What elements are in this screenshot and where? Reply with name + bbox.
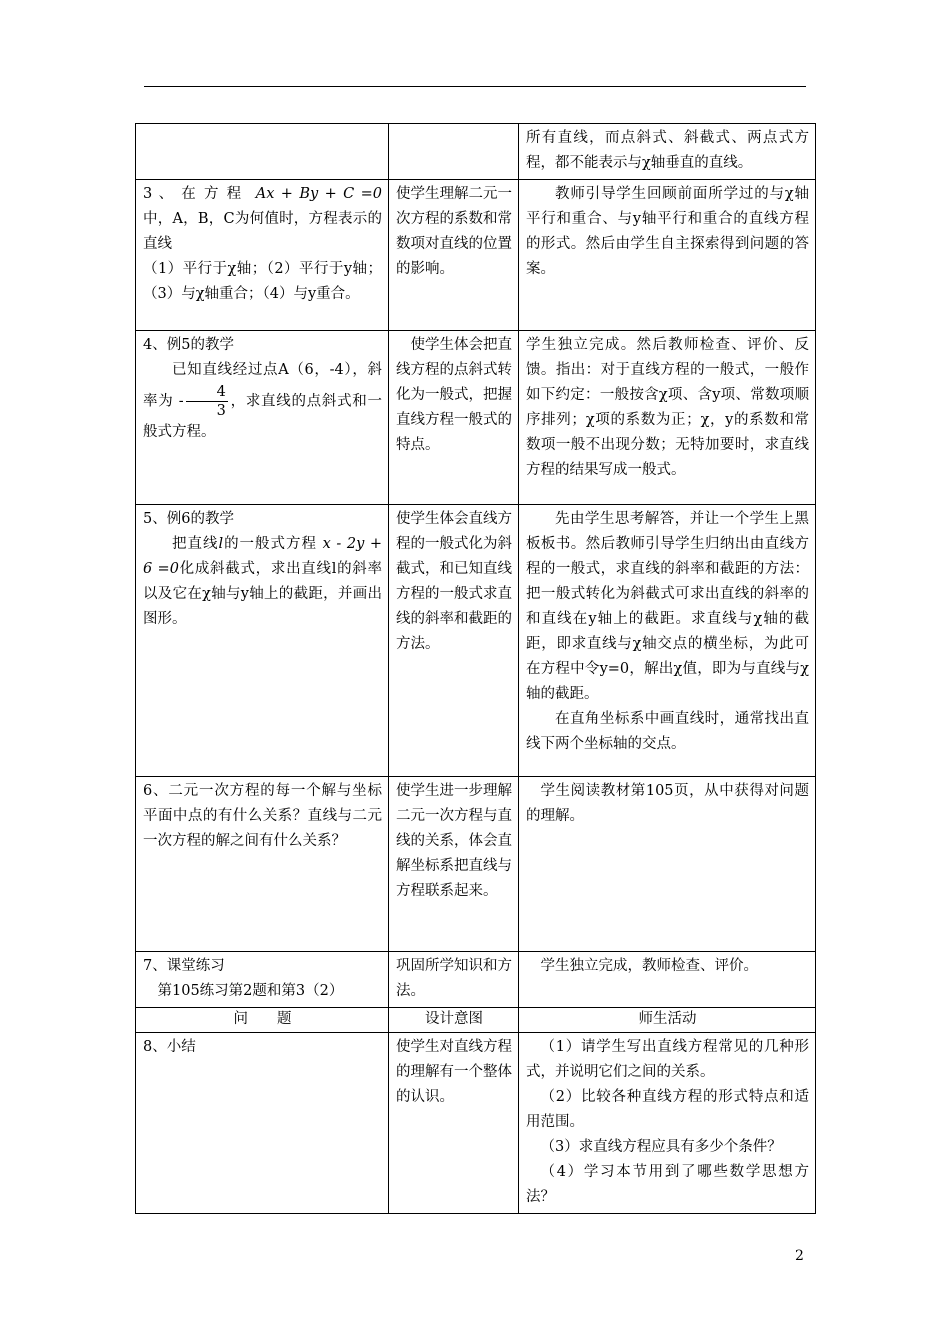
page-number: 2 — [795, 1248, 804, 1264]
fraction — [186, 383, 228, 420]
header-question: 问 题 — [136, 1008, 389, 1033]
activity-text: 教师引导学生回顾前面所学过的与χ轴平行和重合、与y轴平行和重合的直线方程的形式。然后由学生自主探索得到问题的答案。 — [526, 186, 809, 277]
equation: Ax + By + C =0 — [255, 186, 382, 202]
table-row — [136, 331, 816, 505]
activity-cell — [519, 505, 816, 777]
activity-cell — [519, 124, 816, 180]
intent-text: 使学生理解二元一次方程的系数和常数项对直线的位置的影响。 — [396, 186, 512, 277]
intent-text: 巩固所学知识和方法。 — [396, 958, 512, 999]
line-symbol: l — [218, 536, 224, 552]
question-text-3: 化成斜截式，求出直线l的斜率以及它在χ轴与y轴上的截距，并画出图形。 — [143, 561, 382, 627]
question-cell — [136, 331, 389, 505]
table-row — [136, 952, 816, 1008]
question-text: 8、小结 — [143, 1039, 196, 1055]
header-rule — [144, 86, 806, 87]
activity-cell — [519, 1033, 816, 1214]
intent-cell — [389, 124, 519, 180]
summary-item-4: （4）学习本节用到了哪些数学思想方法？ — [526, 1164, 809, 1205]
question-tail: ，求直线的点斜式和一般式方程。 — [143, 393, 383, 440]
intent-text: 使学生对直线方程的理解有一个整体的认识。 — [396, 1039, 512, 1105]
table-row — [136, 124, 816, 180]
intent-cell — [389, 952, 519, 1008]
table-row — [136, 180, 816, 331]
activity-text: 学生独立完成。然后教师检查、评价、反馈。指出：对于直线方程的一般式，一般作如下约定：一般按含χ项、含y项、常数项顺序排列；χ项的系数为正；χ，y的系数和常数项一般不出现分数；无特加要时，求直线方程的结果写成一般式。 — [526, 337, 809, 478]
header-intent: 设计意图 — [389, 1008, 519, 1033]
question-title: 5、例6的教学 — [143, 511, 234, 527]
question-text-2: 的一般式方程 — [223, 536, 317, 552]
intent-cell — [389, 777, 519, 952]
intent-cell — [389, 331, 519, 505]
question-text: 已知直线经过点A（6，-4），斜率为 - — [143, 362, 382, 410]
activity-text: 所有直线，而点斜式、斜截式、两点式方程，都不能表示与χ轴垂直的直线。 — [526, 130, 809, 171]
question-text: 把直线 — [172, 536, 219, 552]
intent-text: 使学生进一步理解二元一次方程与直线的关系，体会直解坐标系把直线与方程联系起来。 — [396, 783, 512, 899]
summary-item-3: （3）求直线方程应具有多少个条件？ — [540, 1139, 782, 1155]
question-cell — [136, 124, 389, 180]
question-cell — [136, 505, 389, 777]
intent-cell — [389, 505, 519, 777]
activity-cell — [519, 180, 816, 331]
intent-text: 使学生体会把直线方程的点斜式转化为一般式，把握直线方程一般式的特点。 — [396, 337, 512, 453]
question-cell — [136, 777, 389, 952]
activity-cell — [519, 777, 816, 952]
table-row — [136, 777, 816, 952]
table-row — [136, 1033, 816, 1214]
intent-cell — [389, 180, 519, 331]
question-title: 7、课堂练习 — [143, 958, 225, 974]
lesson-plan-table — [135, 123, 816, 1214]
question-subparts: （1）平行于χ轴；（2）平行于y轴；（3）与χ轴重合；（4）与y重合。 — [143, 261, 382, 302]
header-activity: 师生活动 — [519, 1008, 816, 1033]
question-text: 6、二元一次方程的每一个解与坐标平面中点的有什么关系？直线与二元一次方程的解之间有什么关系？ — [143, 783, 382, 849]
question-title: 4、例5的教学 — [143, 337, 234, 353]
intent-text: 使学生体会直线方程的一般式化为斜截式，和已知直线方程的一般式求直线的斜率和截距的方法。 — [396, 511, 512, 652]
question-prefix: 3 、 在 方 程 — [143, 186, 243, 202]
question-cell — [136, 952, 389, 1008]
activity-text: 先由学生思考解答，并让一个学生上黑板板书。然后教师引导学生归纳出由直线方程的一般式，求直线的斜率和截距的方法：把一般式转化为斜截式可求出直线的斜率的和直线在y轴上的截距。求直线与χ轴的截距，即求直线与χ轴交点的横坐标，为此可在方程中令y=0，解出χ值，即为与直线与χ轴的截距。 — [526, 511, 809, 702]
activity-text: 学生阅读教材第105页，从中获得对问题的理解。 — [526, 783, 809, 824]
equation: x - 2y + 6 =0 — [143, 536, 382, 577]
intent-cell — [389, 1033, 519, 1214]
summary-item-1: （1）请学生写出直线方程常见的几种形式，并说明它们之间的关系。 — [526, 1039, 809, 1080]
activity-text-2: 在直角坐标系中画直线时，通常找出直线下两个坐标轴的交点。 — [526, 711, 809, 752]
question-cell — [136, 180, 389, 331]
question-text: 第105练习第2题和第3（2） — [157, 983, 344, 999]
fraction-denominator: 3 — [216, 403, 226, 419]
activity-cell — [519, 331, 816, 505]
question-cell — [136, 1033, 389, 1214]
activity-text: 学生独立完成，教师检查、评价。 — [540, 958, 758, 974]
question-text: 中，A，B，C为何值时，方程表示的直线 — [143, 211, 382, 252]
activity-cell — [519, 952, 816, 1008]
fraction-numerator: 4 — [186, 383, 228, 402]
summary-item-2: （2）比较各种直线方程的形式特点和适用范围。 — [526, 1089, 809, 1130]
table-header-row — [136, 1008, 816, 1033]
table-row — [136, 505, 816, 777]
